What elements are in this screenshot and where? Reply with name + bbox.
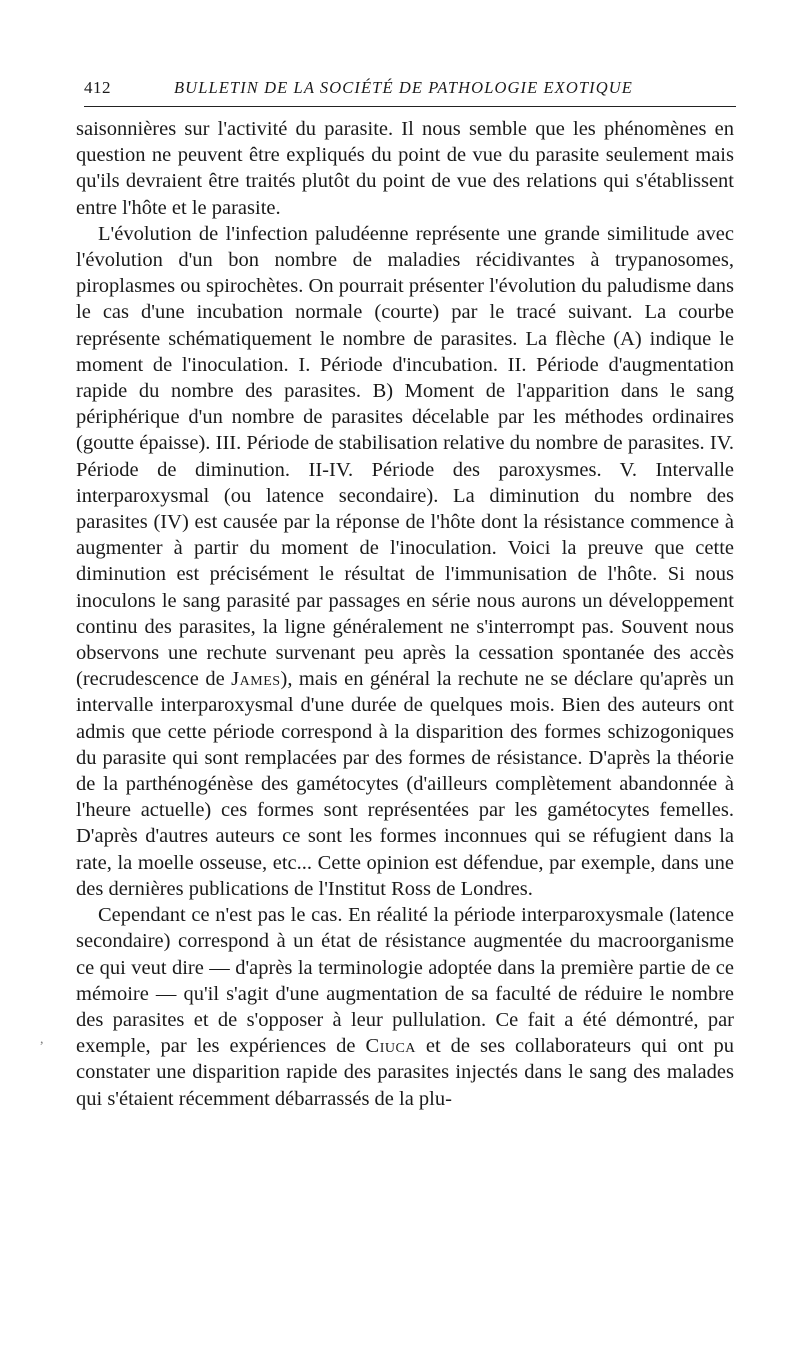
- paragraph-text: saisonnières sur l'activité du parasite. Il nous semble que les phénomènes en question ne peuvent être expliqués du point de vue du parasite seulement mais qu'ils devraient être traités plutôt du point de vue des relations qui s'établissent entre l'hôte et le parasite.: [76, 118, 734, 219]
- page-number: 412: [84, 78, 111, 97]
- paragraph: [76, 221, 734, 902]
- paragraph-continued: [76, 116, 734, 221]
- article-body: [76, 116, 734, 1112]
- author-citation: Ciuca: [365, 1035, 416, 1058]
- header-rule: [84, 106, 736, 107]
- margin-mark: ,: [40, 1032, 44, 1047]
- paragraph: [76, 902, 734, 1112]
- paragraph-text: ), mais en général la rechute ne se déclare qu'après un intervalle interparoxysmal d'une durée de quelques mois. Bien des auteurs ont admis que cette période correspond à la disparition des formes schizogoniques du parasite qui sont remplacées par des formes de résistance. D'après la théorie de la parthénogénèse des gamétocytes (d'ailleurs complètement abandonnée à l'heure actuelle) ces formes sont représentées par les gamétocytes femelles. D'après d'autres auteurs ce sont les formes inconnues qui se réfugient dans la rate, la moelle osseuse, etc... Cette opinion est défendue, par exemple, dans une des dernières publications de l'Institut Ross de Londres.: [76, 668, 734, 900]
- paragraph-text: et de ses collaborateurs qui ont pu constater une disparition rapide des parasites injectés dans le sang des malades qui s'étaient récemment débarrassés de la plu-: [76, 1035, 734, 1110]
- author-citation: James: [231, 668, 281, 691]
- running-head: [84, 74, 736, 104]
- paragraph-text: L'évolution de l'infection paludéenne représente une grande similitude avec l'évolution d'un bon nombre de maladies récidivantes à trypanosomes, piroplasmes ou spirochètes. On pourrait présenter l'évolution du paludisme dans le cas d'une incubation normale (courte) par le tracé suivant. La courbe représente schématiquement le nombre de parasites. La flèche (A) indique le moment de l'inoculation. I. Période d'incubation. II. Période d'augmentation rapide du nombre des parasites. B) Moment de l'apparition dans le sang périphérique d'un nombre de parasites décelable par les méthodes ordinaires (goutte épaisse). III. Période de stabilisation relative du nombre de parasites. IV. Période de diminution. II-IV. Période des paroxysmes. V. Intervalle interparoxysmal (ou latence secondaire). La diminution du nombre des parasites (IV) est causée par la réponse de l'hôte dont la résistance commence à augmenter à partir du moment de l'inoculation. Voici la preuve que cette diminution est précisément le résultat de l'immunisation de l'hôte. Si nous inoculons le sang parasité par passages en série nous aurons un développement continu des parasites, la ligne généralement ne s'interrompt pas. Souvent nous observons une rechute survenant peu après la cessation spontanée des accès (recrudescence de: [76, 222, 734, 691]
- paragraph-text: Cependant ce n'est pas le cas. En réalité la période interparoxysmale (latence secondaire) correspond à un état de résistance augmentée du macroorganisme ce qui veut dire — d'après la terminologie adoptée dans la première partie de ce mémoire — qu'il s'agit d'une augmentation de sa faculté de réduire le nombre des parasites et de s'opposer à leur pullulation. Ce fait a été démontré, par exemple, par les expériences de: [76, 904, 734, 1058]
- journal-title: BULLETIN DE LA SOCIÉTÉ DE PATHOLOGIE EXOTIQUE: [174, 78, 633, 97]
